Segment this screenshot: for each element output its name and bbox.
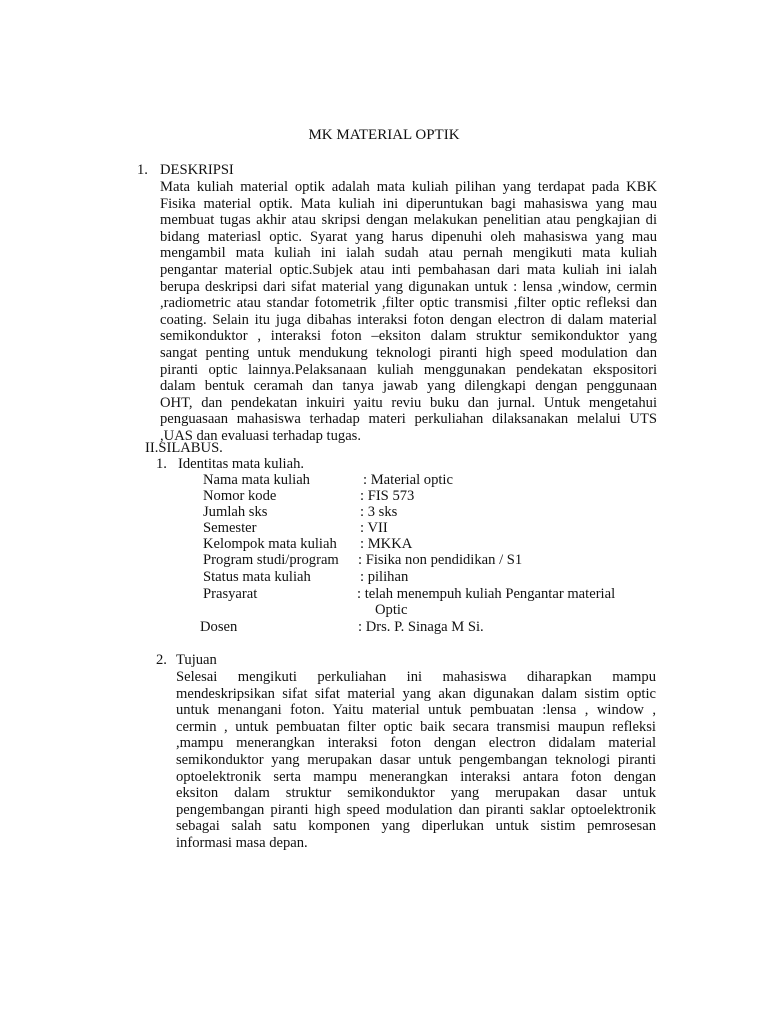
tujuan-body [176, 669, 656, 852]
text-line: untuk menangani foton. Yaitu material untuk pembuatan :lensa , window , [176, 702, 656, 719]
section1-body [160, 179, 657, 445]
sub1-heading: Identitas mata kuliah. [178, 456, 305, 472]
text-line: coating. Selain itu juga dibahas interaksi foton dengan electron di dalam material [160, 311, 657, 328]
text-line: ,UAS dan evaluasi terhadap tugas. [160, 427, 362, 444]
table-row-label: Nomor kode [203, 488, 277, 504]
text-line: ,radiometric atau standar fotometrik ,filter optic transmisi ,filter optic refleksi dan [160, 295, 657, 312]
table-row-label: Dosen [200, 619, 238, 635]
text-line: pengembangan piranti high speed modulation dan piranti saklar optoelektronik [176, 801, 656, 818]
text-line: sebagai salah satu komponen yang diperlukan untuk sistim pemrosesan [176, 818, 656, 835]
table-row-value: : telah menempuh kuliah Pengantar material [357, 586, 616, 602]
text-line: penguasaan mahasiswa terhadap materi perkuliahan dilaksanakan melalui UTS [160, 411, 657, 428]
text-line: eksiton dalam struktur semikonduktor yang merupakan dasar untuk [176, 785, 656, 802]
text-line: informasi masa depan. [176, 834, 308, 851]
table-row-value: : VII [360, 520, 388, 536]
table-row-value: Optic [375, 602, 408, 618]
text-line: membuat tugas akhir atau skripsi dengan melakukan penelitian atau pengkajian di [160, 212, 657, 229]
table-row-label: Jumlah sks [203, 504, 268, 520]
text-line: cermin , untuk pembuatan filter optic baik secara transmisi maupun refleksi [176, 718, 656, 735]
table-row-value: : MKKA [360, 536, 413, 552]
text-line: pengantar material optic.Subjek atau inti pembahasan dari mata kuliah ini ialah [160, 261, 657, 278]
table-row-value: : Drs. P. Sinaga M Si. [358, 619, 484, 635]
table-row-label: Prasyarat [203, 586, 258, 602]
text-line: dalam bentuk ceramah dan tanya jawab yang dilengkapi dengan penggunaan [160, 378, 657, 395]
table-row-label: Nama mata kuliah [203, 472, 310, 488]
table-row-value: : FIS 573 [360, 488, 415, 504]
text-line: ,mampu menerangkan interaksi foton dengan electron didalam material [176, 735, 656, 752]
sub1-number: 1. [156, 456, 167, 472]
text-line: bidang materiasl optic. Syarat yang harus dipenuhi oleh mahasiswa yang mau [160, 228, 657, 245]
text-line: Fisika material optik. Mata kuliah ini diperuntukan bagi mahasiswa yang mau [160, 195, 657, 212]
text-line: semikonduktor yang merupakan dasar untuk pengembangan teknologi piranti [176, 751, 656, 768]
table-row-value: : 3 sks [360, 504, 398, 520]
section1-number: 1. [137, 162, 148, 178]
text-line: semikonduktor , interaksi foton –eksiton dalam struktur semikonduktor yang [160, 328, 657, 345]
table-row-value: : Fisika non pendidikan / S1 [358, 552, 523, 568]
table-row-label: Program studi/program [203, 552, 339, 568]
table-row-value: : Material optic [363, 472, 453, 488]
text-line: optoelektronik serta mampu menerangkan interaksi antara foton dengan [176, 768, 656, 785]
text-line: berupa deskripsi dari sifat material yang digunakan untuk : lensa ,window, cermin [160, 278, 657, 295]
text-line: mengambil mata kuliah ini ialah sudah atau pernah mengikuti mata kuliah [160, 245, 657, 262]
sub2-heading: Tujuan [176, 652, 217, 668]
table-row-label: Semester [203, 520, 257, 536]
text-line: Selesai mengikuti perkuliahan ini mahasiswa diharapkan mampu [176, 669, 656, 685]
text-line: mendeskripsikan sifat sifat material yang akan digunakan dalam sistim optic [176, 685, 656, 702]
text-line: OHT, dan pendekatan inkuiri yaitu reviu buku dan jurnal. Untuk mengetahui [160, 394, 657, 411]
text-line: piranti optic lainnya.Pelaksanaan kuliah menggunakan pendekatan ekspositori [160, 361, 657, 378]
table-row-label: Status mata kuliah [203, 569, 311, 585]
text-line: Mata kuliah material optik adalah mata kuliah pilihan yang terdapat pada KBK [160, 179, 657, 195]
table-row-value: : pilihan [360, 569, 409, 585]
table-row-label: Kelompok mata kuliah [203, 536, 337, 552]
section1-heading: DESKRIPSI [160, 162, 234, 178]
section2-heading: II.SILABUS. [145, 440, 223, 456]
document-title: MK MATERIAL OPTIK [308, 127, 460, 143]
text-line: sangat penting untuk mendukung teknologi piranti high speed modulation dan [160, 344, 657, 361]
sub2-number: 2. [156, 652, 167, 668]
